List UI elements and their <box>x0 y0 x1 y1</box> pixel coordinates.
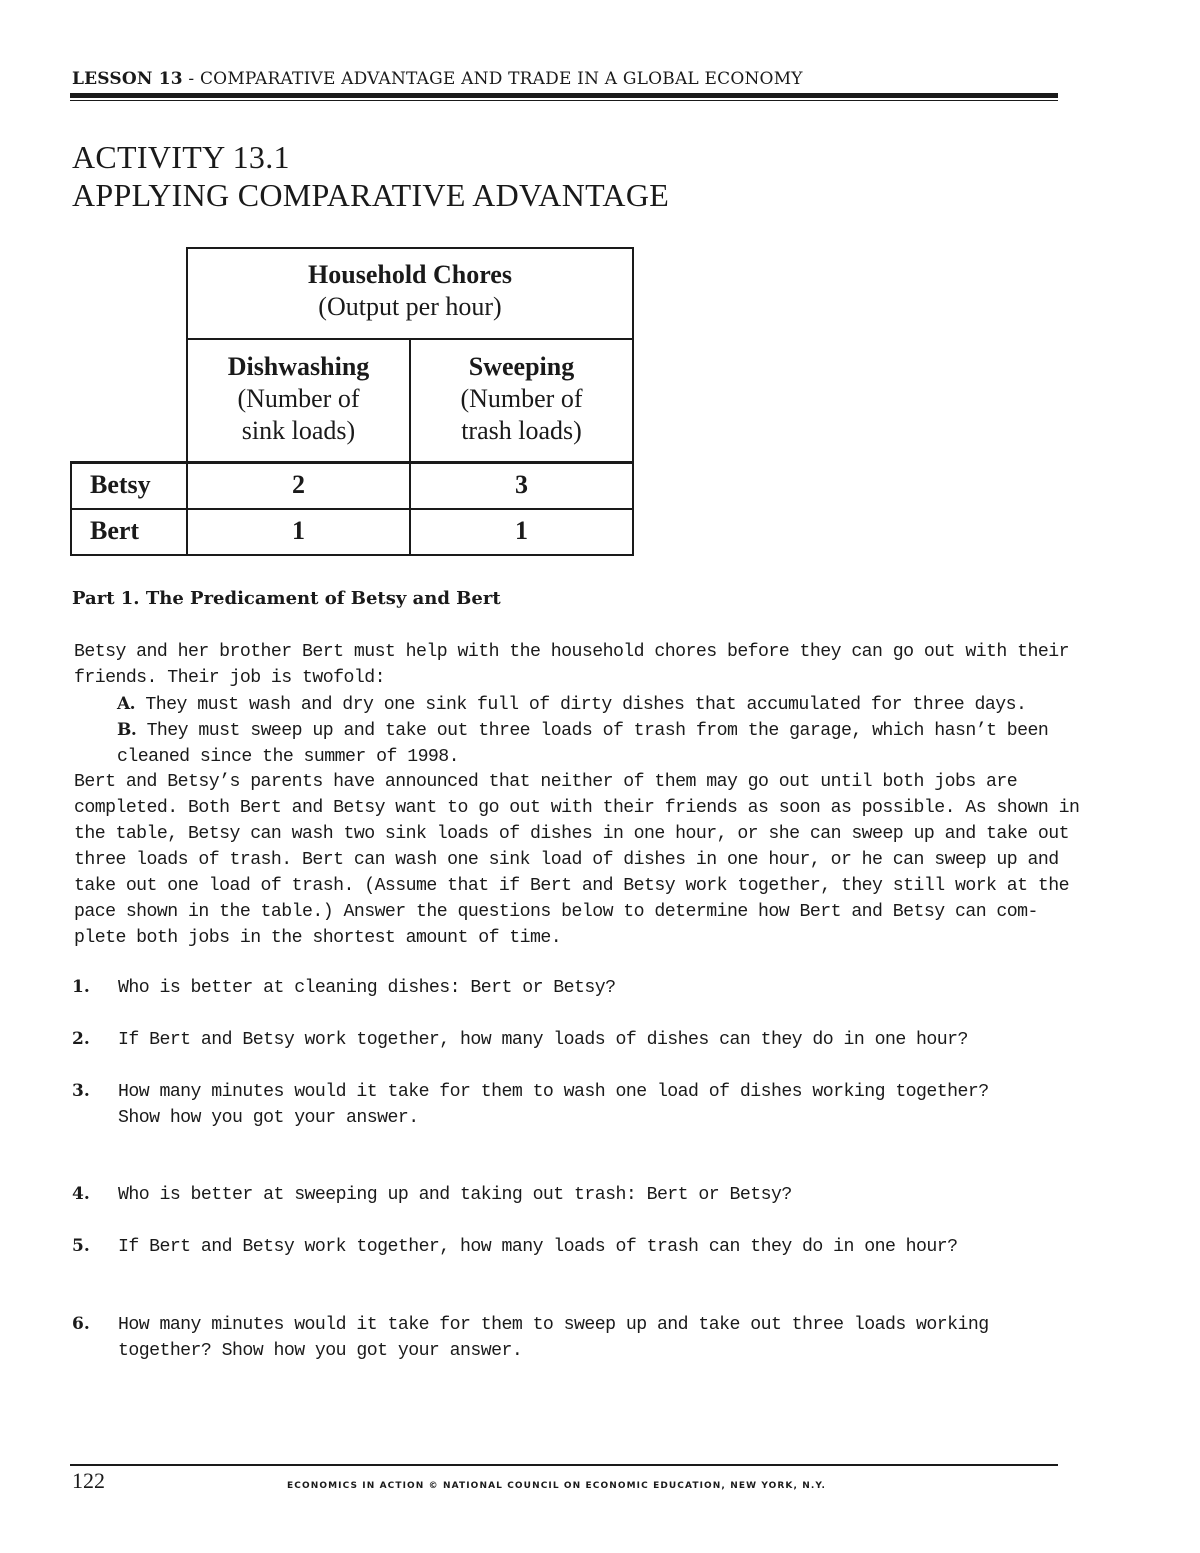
lesson-header <box>72 69 1058 89</box>
text-line: the table, Betsy can wash two sink loads of dishes in one hour, or she can sweep up and take out <box>74 824 1069 844</box>
footer-credit: ECONOMICS IN ACTION © NATIONAL COUNCIL ON ECONOMIC EDUCATION, NEW YORK, N.Y. <box>287 1481 827 1491</box>
group-header-subtitle: (Output per hour) <box>318 292 502 321</box>
text-line: They must sweep up and take out three loads of trash from the garage, which hasn’t been <box>146 721 1049 741</box>
question-text <box>118 1234 958 1260</box>
lesson-topic: - COMPARATIVE ADVANTAGE AND TRADE IN A GLOBAL ECONOMY <box>182 69 803 89</box>
text-line: Who is better at cleaning dishes: Bert or Betsy? <box>118 978 616 998</box>
text-line: How many minutes would it take for them to sweep up and take out three loads working <box>118 1315 989 1335</box>
row-label-bert: Bert <box>90 516 140 545</box>
text-line: How many minutes would it take for them to wash one load of dishes working together? <box>118 1082 989 1102</box>
part1-title: Part 1. The Predicament of Betsy and Bert <box>72 588 501 609</box>
text-line: If Bert and Betsy work together, how many loads of trash can they do in one hour? <box>118 1237 958 1257</box>
text-line: plete both jobs in the shortest amount of time. <box>74 928 562 948</box>
row-label-betsy: Betsy <box>90 470 151 499</box>
text-line: three loads of trash. Bert can wash one sink load of dishes in one hour, or he can sweep up and <box>74 850 1059 870</box>
question-number: 3. <box>72 1081 90 1101</box>
text-line: cleaned since the summer of 1998. <box>117 747 460 767</box>
column-name: Sweeping <box>468 352 575 381</box>
text-line: Bert and Betsy’s parents have announced that neither of them may go out until both jobs are <box>74 772 1018 792</box>
chores-table <box>70 247 634 556</box>
header-rule-thin <box>70 100 1058 101</box>
column-name: Dishwashing <box>227 352 370 381</box>
page-number: 122 <box>72 1468 105 1493</box>
question-text <box>118 1312 989 1364</box>
column-header-sweeping <box>411 351 632 447</box>
column-header-dishwashing <box>188 351 409 447</box>
activity-title-line2: APPLYING COMPARATIVE ADVANTAGE <box>72 177 670 213</box>
question-number: 6. <box>72 1314 90 1334</box>
task-b <box>117 717 1107 770</box>
text-line: If Bert and Betsy work together, how many loads of dishes can they do in one hour? <box>118 1030 968 1050</box>
question-text <box>118 1182 792 1208</box>
task-label: A. <box>117 694 136 714</box>
text-line: take out one load of trash. (Assume that if Bert and Betsy work together, they still work at the <box>74 876 1069 896</box>
text-line: Who is better at sweeping up and taking out trash: Bert or Betsy? <box>118 1185 792 1205</box>
question-number: 4. <box>72 1184 90 1204</box>
question-text <box>118 975 616 1001</box>
group-header-title: Household Chores <box>308 260 512 289</box>
task-a <box>117 691 1107 718</box>
column-sub: (Number of <box>460 384 583 413</box>
text-line: pace shown in the table.) Answer the questions below to determine how Bert and Betsy can com- <box>74 902 1038 922</box>
lesson-label: LESSON 13 <box>72 69 183 89</box>
table-cell: 2 <box>292 470 305 499</box>
table-border <box>70 508 634 510</box>
question-number: 1. <box>72 977 90 997</box>
text-line: They must wash and dry one sink full of dirty dishes that accumulated for three days. <box>145 695 1027 715</box>
question-text <box>118 1027 968 1053</box>
question-text <box>118 1079 989 1131</box>
text-line: Show how you got your answer. <box>118 1108 419 1128</box>
column-sub: trash loads) <box>461 416 582 445</box>
text-line: friends. Their job is twofold: <box>74 668 385 688</box>
footer-rule <box>70 1464 1058 1466</box>
task-label: B. <box>117 720 137 740</box>
activity-title <box>72 138 669 214</box>
text-line: Betsy and her brother Bert must help with the household chores before they can go out with their <box>74 642 1069 662</box>
table-border <box>70 554 634 556</box>
table-cell: 1 <box>515 516 528 545</box>
column-sub: sink loads) <box>241 416 356 445</box>
table-group-header <box>188 259 632 323</box>
table-border <box>70 461 634 464</box>
column-sub: (Number of <box>237 384 360 413</box>
question-number: 5. <box>72 1236 90 1256</box>
text-line: completed. Both Bert and Betsy want to go out with their friends as soon as possible. As shown in <box>74 798 1080 818</box>
table-cell: 1 <box>292 516 305 545</box>
question-number: 2. <box>72 1029 90 1049</box>
text-line: together? Show how you got your answer. <box>118 1341 523 1361</box>
body-paragraph <box>74 769 1080 951</box>
header-rule-thick <box>70 93 1058 98</box>
table-border <box>186 247 634 249</box>
intro-paragraph <box>74 639 1069 691</box>
table-cell: 3 <box>515 470 528 499</box>
activity-title-line1: ACTIVITY 13.1 <box>72 139 290 175</box>
